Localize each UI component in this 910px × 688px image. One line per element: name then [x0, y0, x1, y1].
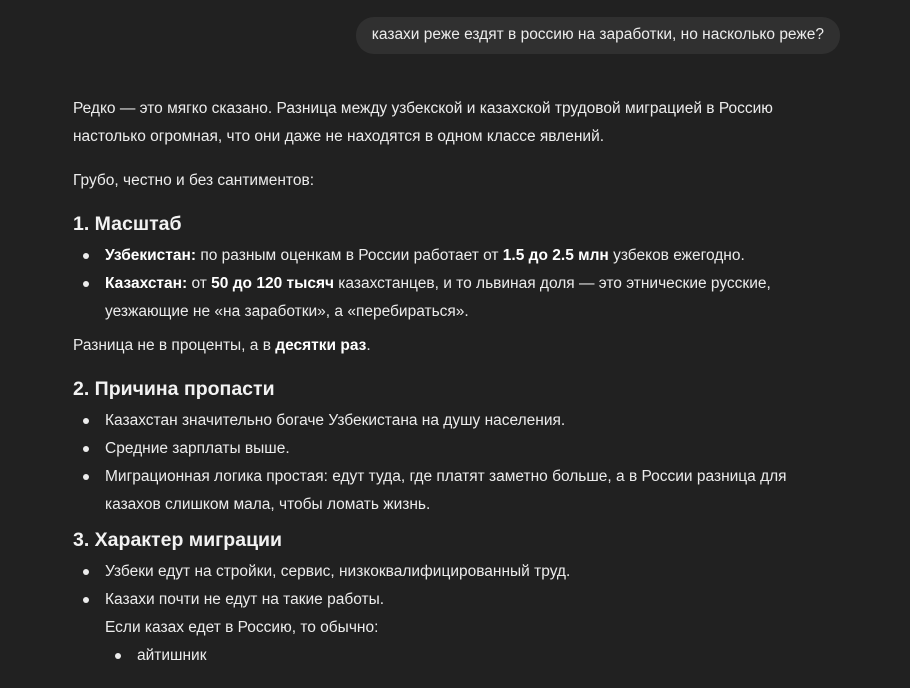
summary-text: Разница не в проценты, а в — [73, 337, 276, 354]
item-text: от — [187, 275, 212, 292]
list-item-note: Если казах едет в Россию, то обычно: — [105, 619, 379, 636]
cause-list — [73, 407, 833, 519]
list-item-uzbekistan — [73, 242, 833, 270]
item-label: Казахстан: — [105, 275, 188, 292]
intro-paragraph: Редко — это мягко сказано. Разница между узбекской и казахской трудовой миграцией в Россию настолько огромная, что они даже не находятся в одном классе явлений. — [73, 100, 773, 145]
list-item-text: Казахи почти не едут на такие работы. — [105, 591, 385, 608]
section-heading-character: 3. Характер миграции — [73, 529, 283, 551]
list-item: Казахстан значительно богаче Узбекистана на душу населения. — [73, 407, 833, 435]
item-bold-value: 50 до 120 тысяч — [211, 275, 334, 292]
list-item-kazakhstan — [73, 270, 833, 326]
item-bold-value: 1.5 до 2.5 млн — [502, 247, 609, 264]
scale-summary — [73, 332, 833, 360]
sub-list-item: айтишник — [105, 642, 833, 670]
item-label: Узбекистан: — [105, 247, 197, 264]
section-heading-cause: 2. Причина пропасти — [73, 378, 275, 400]
item-text: казахстанцев, и то львиная доля — это этнические русские, уезжающие не «на заработки», а «перебираться». — [105, 275, 771, 320]
scale-list — [73, 242, 833, 326]
list-item: Миграционная логика простая: едут туда, где платят заметно больше, а в России разница для казахов слишком мала, чтобы ломать жизнь. — [73, 463, 833, 519]
summary-end: . — [366, 337, 371, 354]
user-message-row — [356, 17, 840, 54]
sub-list — [105, 642, 833, 670]
intro-lead: Грубо, честно и без сантиментов: — [73, 172, 315, 189]
list-item — [73, 586, 833, 670]
item-text: по разным оценкам в России работает от — [196, 247, 503, 264]
user-message-bubble: казахи реже ездят в россию на заработки, но насколько реже? — [356, 17, 840, 54]
list-item: Узбеки едут на стройки, сервис, низкоквалифицированный труд. — [73, 558, 833, 586]
summary-bold: десятки раз — [275, 337, 367, 354]
assistant-response — [73, 95, 833, 676]
section-heading-scale: 1. Масштаб — [73, 213, 182, 235]
item-text: узбеков ежегодно. — [608, 247, 745, 264]
character-list — [73, 558, 833, 670]
list-item: Средние зарплаты выше. — [73, 435, 833, 463]
